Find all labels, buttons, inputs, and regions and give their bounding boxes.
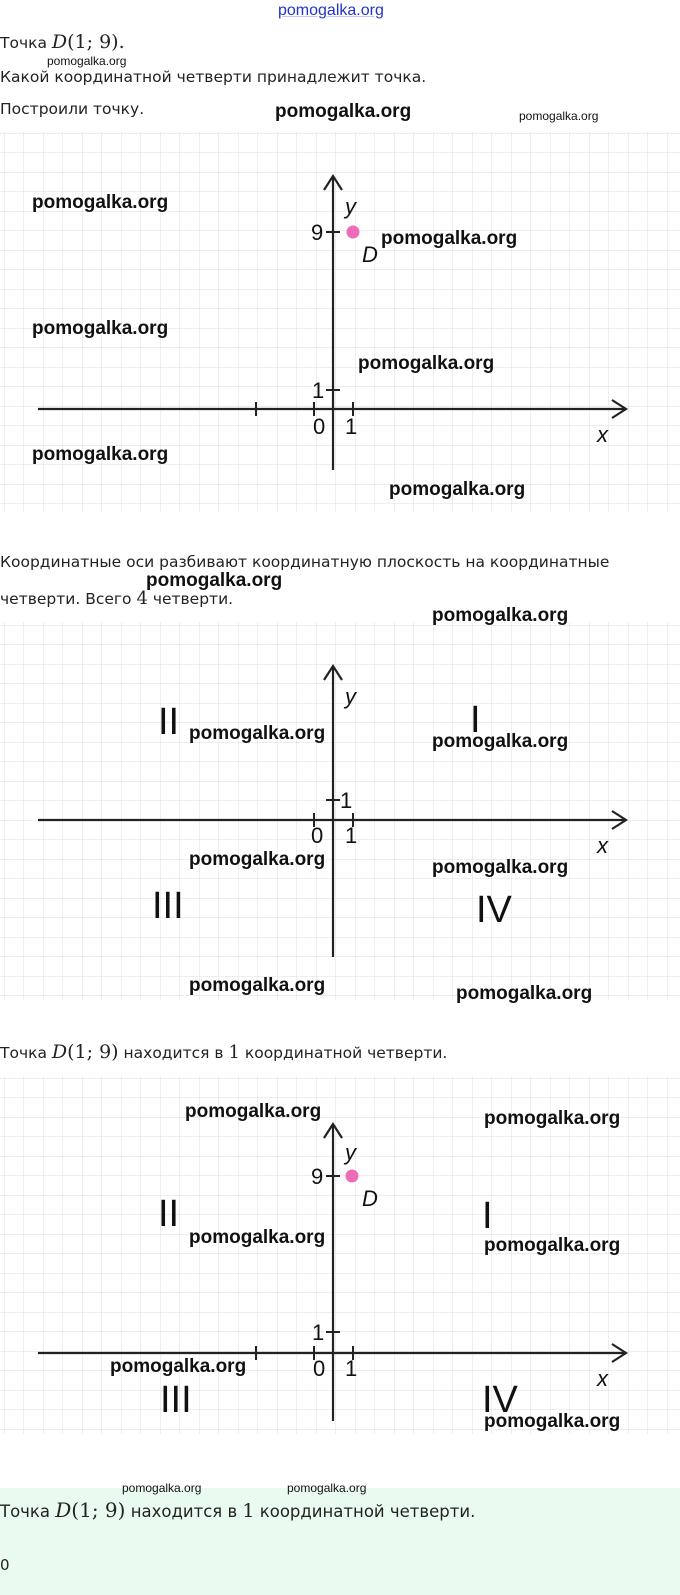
quadrant-label-ii: II (158, 1193, 180, 1235)
quadrant-label-iv: IV (482, 1379, 518, 1421)
intro-built: Построили точку. (0, 100, 145, 118)
x-axis-label: x (597, 833, 608, 858)
section2-line-2: четверти. Всего 4 четверти. (0, 588, 234, 609)
watermark: pomogalka.org (189, 1227, 326, 1248)
x-axis-label: x (597, 422, 608, 447)
watermark: pomogalka.org (189, 975, 326, 996)
tick-label-y-one: 1 (312, 378, 325, 403)
answer-box (0, 1488, 680, 1595)
tick-label-nine: 9 (311, 1164, 324, 1189)
watermark: pomogalka.org (32, 444, 169, 465)
tick-label-nine: 9 (311, 220, 324, 245)
point-d-label: D (362, 1186, 378, 1211)
tick-label-y-one: 1 (340, 788, 353, 813)
origin-label: 0 (311, 823, 324, 848)
watermark: pomogalka.org (32, 318, 169, 339)
quadrant-label-iv: IV (476, 889, 512, 931)
watermark: pomogalka.org (484, 1235, 621, 1256)
origin-label: 0 (313, 1356, 326, 1381)
answer-text: Точка D(1; 9) находится в 1 координатной четверти. (0, 1498, 476, 1522)
watermark: pomogalka.org (432, 857, 569, 878)
site-link[interactable]: pomogalka.org (278, 2, 384, 19)
watermark: pomogalka.org (287, 1481, 367, 1495)
watermark: pomogalka.org (47, 54, 127, 68)
watermark: pomogalka.org (32, 192, 169, 213)
intro-line-1: Точка D(1; 9). (0, 31, 125, 53)
tick-label-x-one: 1 (345, 1356, 358, 1381)
tick-label-y-one: 1 (312, 1320, 325, 1345)
watermark: pomogalka.org (484, 1108, 621, 1129)
point-d-label: D (362, 242, 378, 267)
watermark: pomogalka.org (389, 479, 526, 500)
x-axis-label: x (597, 1366, 608, 1391)
watermark: pomogalka.org (456, 983, 593, 1004)
watermark: pomogalka.org (275, 101, 412, 122)
y-axis-label: y (345, 684, 356, 709)
quadrant-label-ii: II (158, 701, 180, 743)
tick-label-x-one: 1 (345, 414, 358, 439)
watermark: pomogalka.org (519, 109, 599, 123)
quadrant-label-i: I (482, 1195, 493, 1237)
point-d-marker (346, 1170, 359, 1183)
section2-line-1: Координатные оси разбивают координатную плоскость на координатные (0, 553, 610, 571)
watermark: pomogalka.org (110, 1356, 247, 1377)
point-d-marker (347, 226, 360, 239)
watermark: pomogalka.org (189, 849, 326, 870)
watermark: pomogalka.org (358, 353, 495, 374)
watermark: pomogalka.org (122, 1481, 202, 1495)
watermark: pomogalka.org (432, 605, 569, 626)
watermark: pomogalka.org (381, 228, 518, 249)
watermark: pomogalka.org (189, 723, 326, 744)
intro-question: Какой координатной четверти принадлежит точка. (0, 68, 427, 86)
figure-quadrants (0, 622, 680, 1000)
quadrant-label-i: I (470, 699, 481, 741)
tick-label-x-one: 1 (345, 823, 358, 848)
origin-label: 0 (313, 414, 326, 439)
watermark: pomogalka.org (484, 1411, 621, 1432)
watermark: pomogalka.org (432, 731, 569, 752)
y-axis-label: y (345, 194, 356, 219)
quadrant-label-iii: III (152, 885, 184, 927)
watermark: pomogalka.org (146, 570, 283, 591)
quadrant-label-iii: III (160, 1379, 192, 1421)
answer-footer-value: 0 (0, 1556, 10, 1574)
section3-text: Точка D(1; 9) находится в 1 координатной четверти. (0, 1041, 448, 1063)
watermark: pomogalka.org (185, 1101, 322, 1122)
y-axis-label: y (345, 1140, 356, 1165)
